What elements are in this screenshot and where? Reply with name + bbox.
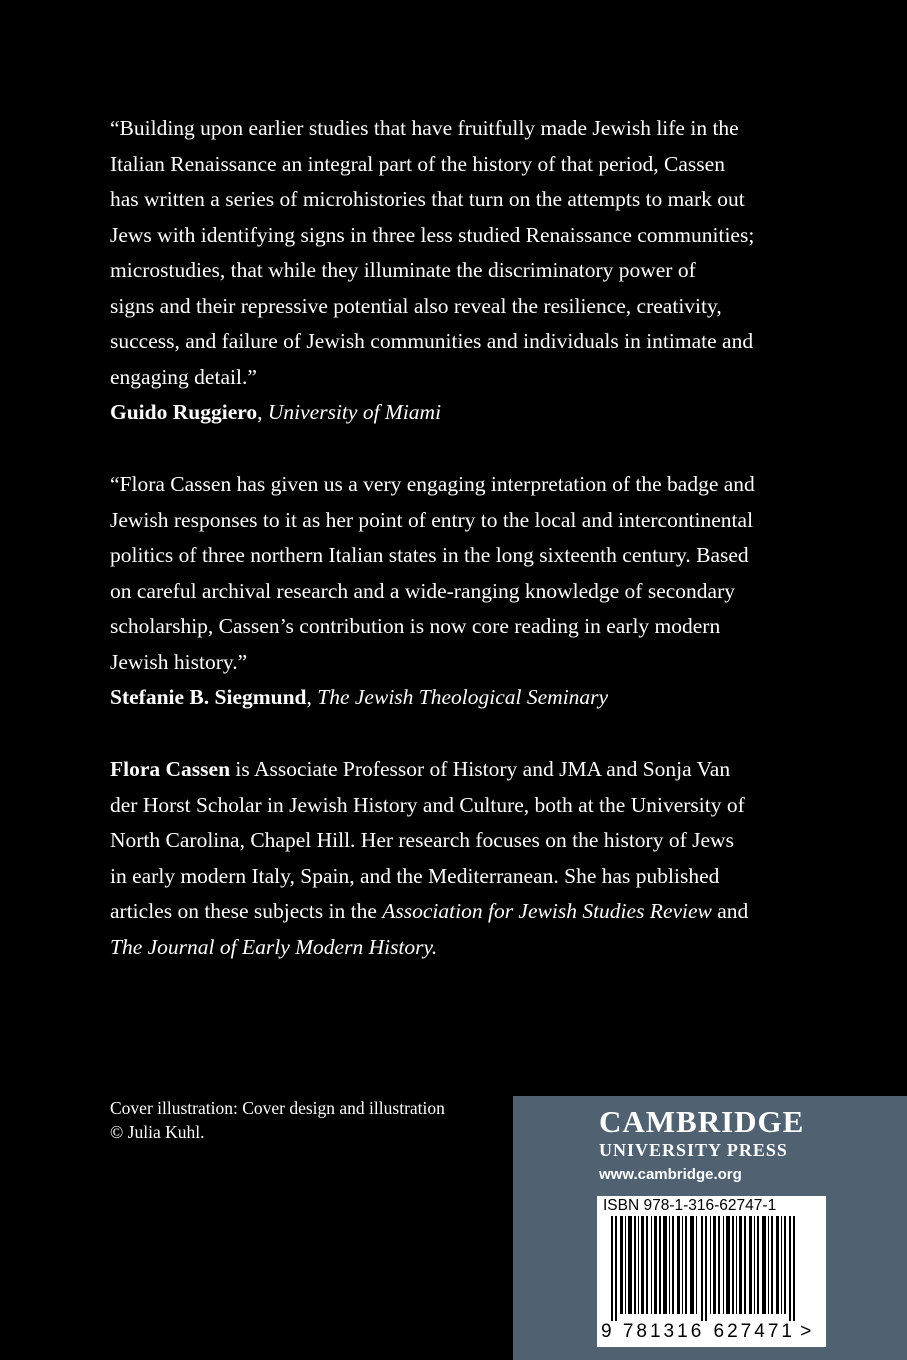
quote-line: Jews with identifying signs in three less studied Renaissance communities; bbox=[110, 222, 755, 247]
attribution-separator: , bbox=[257, 400, 268, 424]
credit-line: Cover illustration: Cover design and illustration bbox=[110, 1098, 445, 1118]
bio-text: and bbox=[711, 899, 749, 923]
quote-line: success, and failure of Jewish communities and individuals in intimate and bbox=[110, 329, 754, 353]
quote-line: has written a series of microhistories that turn on the attempts to mark out bbox=[110, 187, 745, 211]
ean-arrow: > bbox=[800, 1321, 812, 1342]
quote-siegmund bbox=[110, 467, 810, 716]
quote-line: signs and their repressive potential also reveal the resilience, creativity, bbox=[110, 293, 722, 318]
isbn-label: ISBN 978-1-316-62747-1 bbox=[603, 1197, 777, 1214]
quote-line: “Building upon earlier studies that have fruitfully made Jewish life in the bbox=[110, 116, 739, 140]
ean-right-group: 627471 bbox=[713, 1321, 795, 1342]
bio-author-name: Flora Cassen bbox=[110, 757, 231, 781]
bio-journal: The Journal of Early Modern History. bbox=[110, 934, 438, 959]
quote-line: microstudies, that while they illuminate the discriminatory power of bbox=[110, 258, 696, 282]
bio-journal: Association for Jewish Studies Review bbox=[382, 899, 712, 923]
cover-credit bbox=[110, 1096, 445, 1144]
barcode-icon bbox=[597, 1216, 826, 1321]
barcode-box bbox=[597, 1196, 826, 1347]
publisher-logo-subtitle: UNIVERSITY PRESS bbox=[599, 1140, 788, 1160]
publisher-url: www.cambridge.org bbox=[599, 1166, 742, 1183]
quote-line: Jewish responses to it as her point of entry to the local and intercontinental bbox=[110, 507, 754, 532]
quote-institution: University of Miami bbox=[267, 400, 442, 424]
ean-left-group: 781316 bbox=[622, 1321, 705, 1342]
credit-line: © Julia Kuhl. bbox=[110, 1122, 205, 1142]
quote-author: Stefanie B. Siegmund bbox=[110, 685, 307, 709]
author-bio bbox=[110, 752, 810, 965]
attribution-separator: , bbox=[306, 685, 318, 709]
ean-digits bbox=[601, 1321, 811, 1343]
bio-line: North Carolina, Chapel Hill. Her research focuses on the history of Jews bbox=[110, 828, 734, 852]
publisher-panel bbox=[513, 1096, 907, 1360]
bio-line bbox=[110, 894, 810, 930]
quote-attribution bbox=[110, 680, 810, 716]
bio-line: in early modern Italy, Spain, and the Mediterranean. She has published bbox=[110, 863, 720, 888]
bio-line: der Horst Scholar in Jewish History and Culture, both at the University of bbox=[110, 792, 745, 817]
quote-institution: The Jewish Theological Seminary bbox=[317, 685, 609, 709]
bio-text: articles on these subjects in the bbox=[110, 899, 383, 923]
quote-line: “Flora Cassen has given us a very engaging interpretation of the badge and bbox=[110, 472, 755, 496]
quote-line: politics of three northern Italian states in the long sixteenth century. Based bbox=[110, 543, 749, 567]
quote-line: engaging detail.” bbox=[110, 364, 257, 389]
quote-line: scholarship, Cassen’s contribution is now core reading in early modern bbox=[110, 614, 721, 638]
quote-author: Guido Ruggiero bbox=[110, 400, 258, 424]
bio-line bbox=[110, 752, 810, 788]
quote-line: Jewish history.” bbox=[110, 649, 248, 674]
quote-attribution bbox=[110, 395, 810, 431]
ean-first-digit: 9 bbox=[601, 1321, 612, 1342]
publisher-logo-name: CAMBRIDGE bbox=[599, 1104, 805, 1139]
quote-line: on careful archival research and a wide-ranging knowledge of secondary bbox=[110, 578, 736, 603]
bio-text: is Associate Professor of History and JMA and Sonja Van bbox=[230, 757, 731, 781]
quote-ruggiero bbox=[110, 111, 810, 431]
quote-line: Italian Renaissance an integral part of the history of that period, Cassen bbox=[110, 151, 725, 176]
